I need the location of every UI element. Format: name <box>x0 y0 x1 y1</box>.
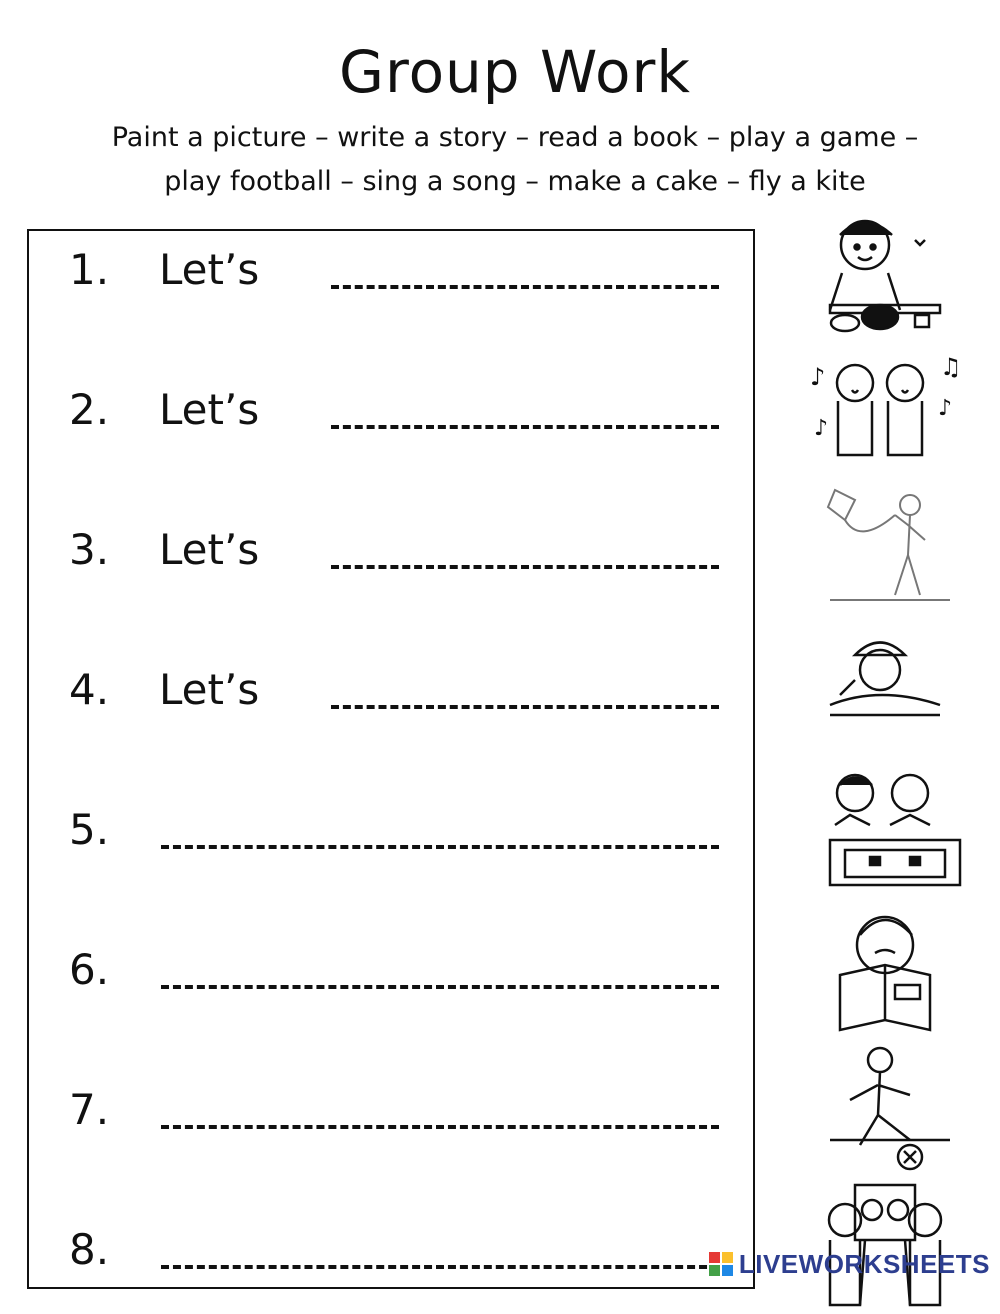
svg-text:♫: ♫ <box>940 353 962 381</box>
answer-row-6 <box>29 945 753 1005</box>
answer-blank-3[interactable] <box>331 565 719 569</box>
answer-row-4 <box>29 665 753 725</box>
row-number: 3. <box>69 525 110 574</box>
svg-text:♪: ♪ <box>814 416 829 441</box>
page-title: Group Work <box>339 38 691 106</box>
answer-row-5 <box>29 805 753 865</box>
answer-row-3 <box>29 525 753 585</box>
row-number: 1. <box>69 245 110 294</box>
lets-prefix: Let’s <box>159 525 260 574</box>
watermark-text: LIVEWORKSHEETS <box>738 1249 990 1279</box>
answer-blank-8[interactable] <box>161 1265 719 1269</box>
word-bank-line-1: Paint a picture – write a story – read a book – play a game – <box>111 122 919 153</box>
row-number: 4. <box>69 665 110 714</box>
lets-prefix: Let’s <box>159 245 260 294</box>
answer-row-2 <box>29 385 753 445</box>
row-number: 5. <box>69 805 110 854</box>
answer-blank-6[interactable] <box>161 985 719 989</box>
answer-blank-4[interactable] <box>331 705 719 709</box>
answer-blank-2[interactable] <box>331 425 719 429</box>
answer-row-1 <box>29 245 753 305</box>
answer-blank-5[interactable] <box>161 845 719 849</box>
boy-writing-icon <box>800 625 970 755</box>
kids-playing-board-game-icon <box>800 765 970 895</box>
word-bank-line-2: play football – sing a song – make a cake – fly a kite <box>164 166 866 197</box>
svg-text:♪: ♪ <box>810 363 826 391</box>
lets-prefix: Let’s <box>159 385 260 434</box>
boy-playing-football-icon <box>800 1045 970 1175</box>
row-number: 8. <box>69 1225 110 1274</box>
boy-reading-book-icon <box>800 905 970 1035</box>
svg-text:♪: ♪ <box>938 396 953 421</box>
answer-box <box>27 229 755 1289</box>
kids-painting-picture-icon <box>800 1180 970 1310</box>
watermark <box>709 1249 990 1280</box>
answer-blank-7[interactable] <box>161 1125 719 1129</box>
boy-flying-kite-icon <box>800 485 970 615</box>
answer-blank-1[interactable] <box>331 285 719 289</box>
girl-making-cake-icon <box>800 205 970 335</box>
kids-singing-icon <box>800 345 970 475</box>
liveworksheets-logo-icon <box>709 1252 735 1278</box>
row-number: 6. <box>69 945 110 994</box>
row-number: 7. <box>69 1085 110 1134</box>
row-number: 2. <box>69 385 110 434</box>
answer-row-7 <box>29 1085 753 1145</box>
answer-row-8 <box>29 1225 753 1285</box>
lets-prefix: Let’s <box>159 665 260 714</box>
